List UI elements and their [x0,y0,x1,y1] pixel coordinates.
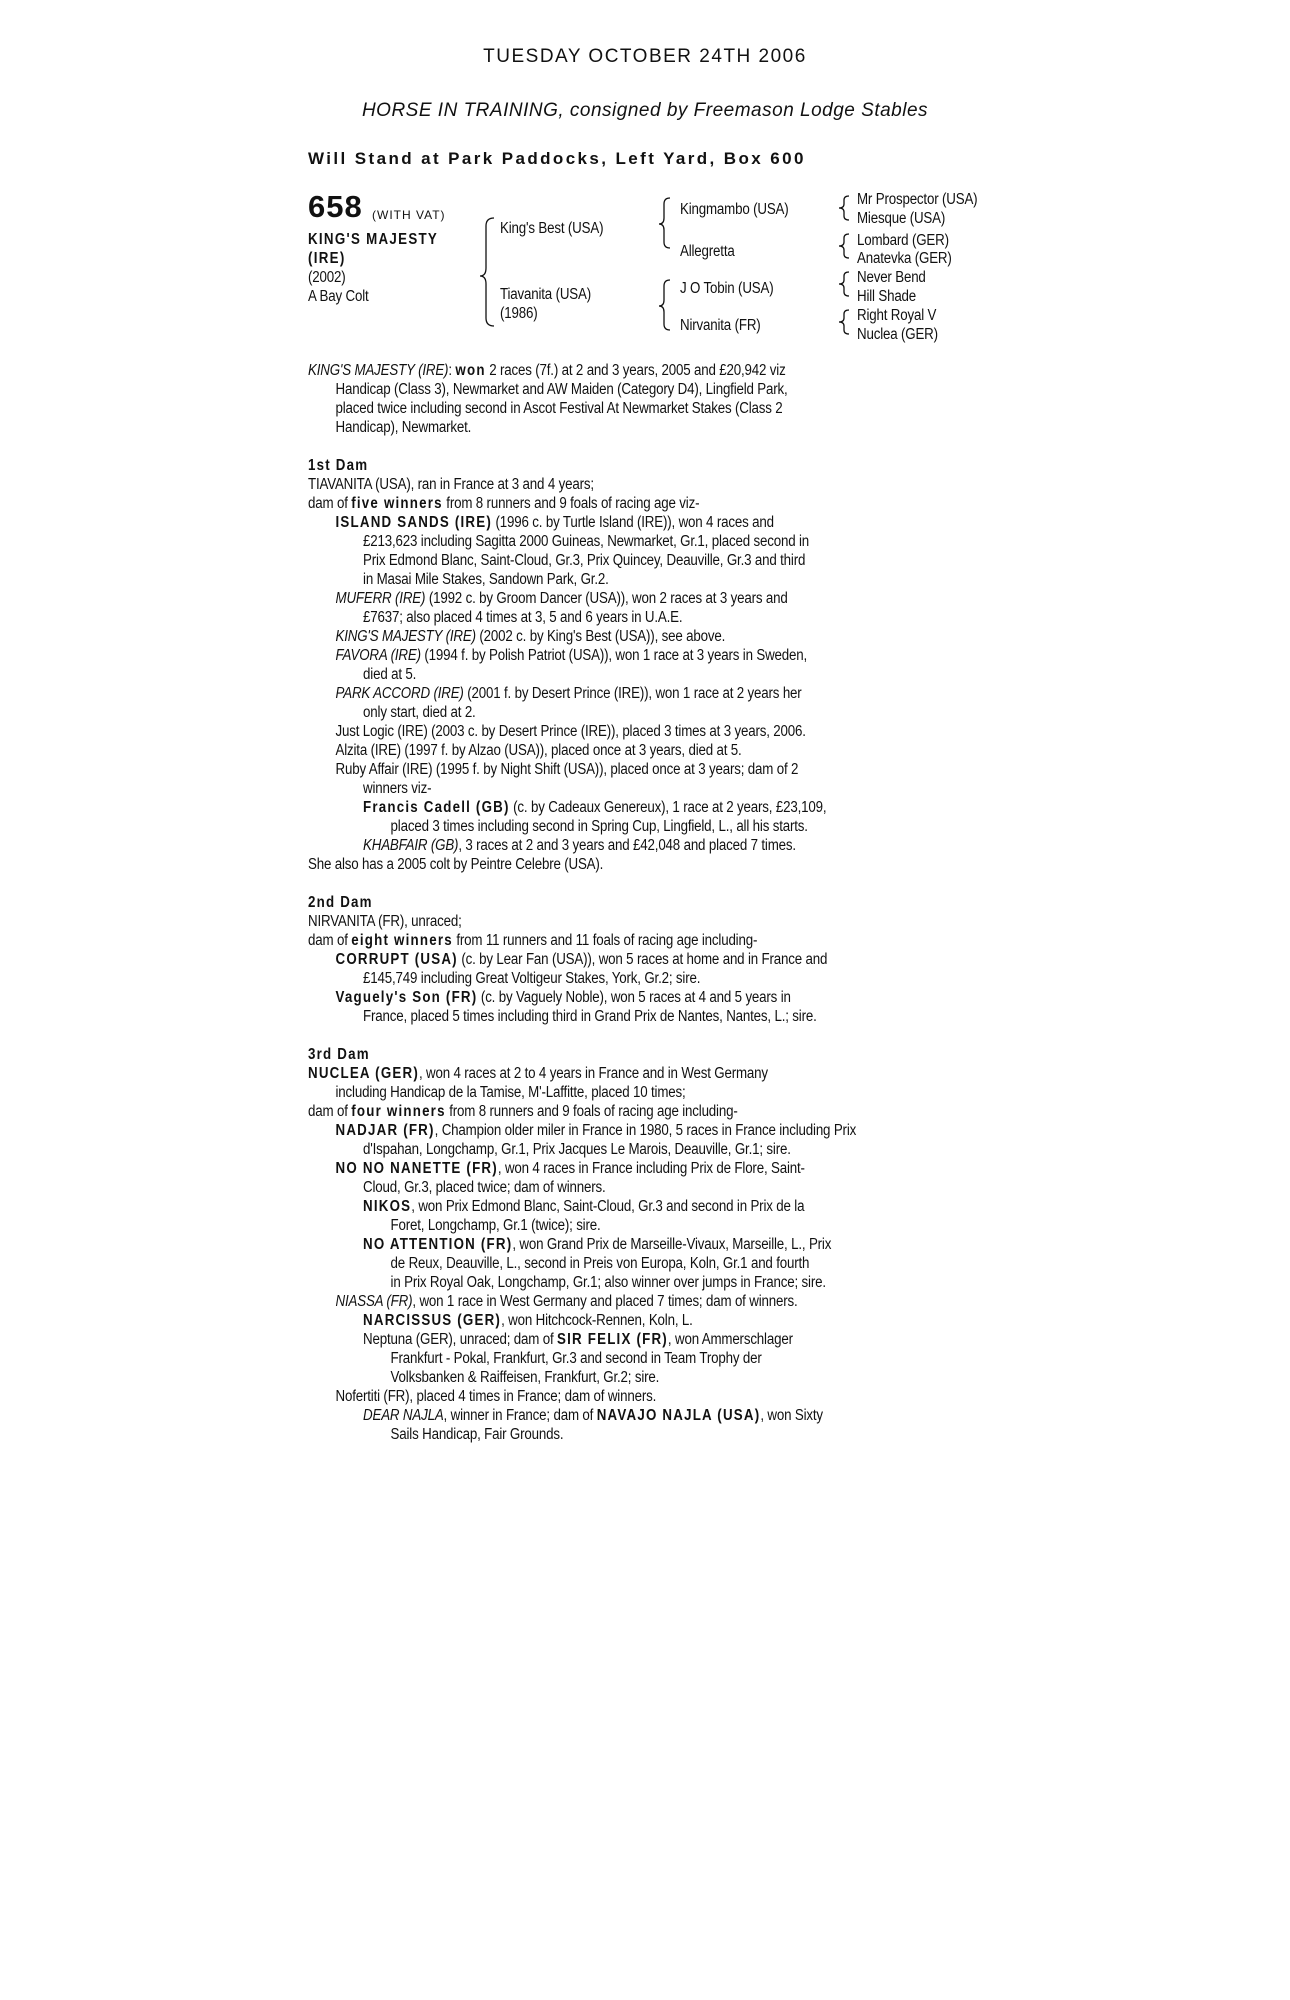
horse-name: KING'S MAJESTY [308,231,439,248]
offspring-line: only start, died at 2. [363,704,476,721]
grand-offspring-line: Foret, Longchamp, Gr.1 (twice); sire. [390,1217,601,1234]
pedigree-dam: Tiavanita (USA) [500,286,592,303]
offspring-line: France, placed 5 times including third in Grand Prix de Nantes, Nantes, L.; sire. [363,1008,817,1025]
pedigree-g3: Lombard (GER) [857,232,949,249]
race-record-line: Handicap), Newmarket. [335,419,472,436]
offspring-entry: NADJAR (FR), Champion older miler in France in 1980, 5 races in France including Prix [335,1122,857,1139]
vat-note: (WITH VAT) [372,208,446,222]
grand-offspring-entry: Neptuna (GER), unraced; dam of SIR FELIX (FR), won Ammerschlager [363,1331,793,1348]
grand-offspring-line: Sails Handicap, Fair Grounds. [390,1426,564,1443]
grand-offspring-line: de Reux, Deauville, L., second in Preis von Europa, Koln, Gr.1 and fourth [390,1255,810,1272]
offspring-line: d'Ispahan, Longchamp, Gr.1, Prix Jacques Le Marois, Deauville, Gr.1; sire. [363,1141,791,1158]
brace-g3 [839,272,849,296]
pedigree-g6: Hill Shade [857,288,917,305]
offspring-line: winners viz- [363,780,432,797]
offspring-entry: Nofertiti (FR), placed 4 times in France; dam of winners. [335,1388,657,1405]
offspring-entry: MUFERR (IRE) (1992 c. by Groom Dancer (USA)), won 2 races at 3 years and [335,590,788,607]
pedigree-sire-dam: Allegretta [680,243,735,260]
race-record: KING'S MAJESTY (IRE): won 2 races (7f.) at 2 and 3 years, 2005 and £20,942 viz [308,362,786,379]
pedigree-g8: Nuclea (GER) [857,326,938,343]
pedigree-g4: Anatevka (GER) [857,250,952,267]
stand-location: Will Stand at Park Paddocks, Left Yard, Box 600 [308,149,806,168]
offspring-entry: NO NO NANETTE (FR), won 4 races in France including Prix de Flore, Saint- [335,1160,805,1177]
brace-dam [659,280,670,330]
third-dam-line: including Handicap de la Tamise, M'-Laffitte, placed 10 times; [335,1084,686,1101]
offspring-entry: FAVORA (IRE) (1994 f. by Polish Patriot (USA)), won 1 race at 3 years in Sweden, [335,647,808,664]
pedigree-g7: Right Royal V [857,307,937,324]
pedigree-g2: Miesque (USA) [857,210,946,227]
offspring-entry: CORRUPT (USA) (c. by Lear Fan (USA)), won 5 races at home and in France and [335,951,828,968]
first-dam-heading: 1st Dam [308,457,369,474]
offspring-line: Prix Edmond Blanc, Saint-Cloud, Gr.3, Prix Quincey, Deauville, Gr.3 and third [363,552,806,569]
pedigree-braces [0,0,1290,360]
grand-offspring-line: Frankfurt - Pokal, Frankfurt, Gr.3 and second in Team Trophy der [390,1350,762,1367]
grand-offspring-entry: Francis Cadell (GB) (c. by Cadeaux Genereux), 1 race at 2 years, £23,109, [363,799,827,816]
grand-offspring-entry: NARCISSUS (GER), won Hitchcock-Rennen, Koln, L. [363,1312,693,1329]
catalogue-body [308,361,1000,1444]
offspring-entry: KING'S MAJESTY (IRE) (2002 c. by King's Best (USA)), see above. [335,628,726,645]
brace-g2 [839,234,849,258]
grand-offspring-line: placed 3 times including second in Spring Cup, Lingfield, L., all his starts. [390,818,808,835]
brace-g1 [839,196,849,220]
horse-description: A Bay Colt [308,288,369,305]
race-record-line: placed twice including second in Ascot Festival At Newmarket Stakes (Class 2 [335,400,783,417]
offspring-line: £213,623 including Sagitta 2000 Guineas, Newmarket, Gr.1, placed second in [363,533,810,550]
offspring-entry: Ruby Affair (IRE) (1995 f. by Night Shift (USA)), placed once at 3 years; dam of 2 [335,761,799,778]
pedigree-sire-sire: Kingmambo (USA) [680,201,789,218]
pedigree-g5: Never Bend [857,269,926,286]
pedigree-dam-sire: J O Tobin (USA) [680,280,774,297]
brace-sire [659,198,670,248]
lot-number: 658 [308,189,363,224]
first-dam-line: TIAVANITA (USA), ran in France at 3 and 4 years; [308,476,594,493]
third-dam-line: dam of four winners from 8 runners and 9 foals of racing age including- [308,1103,738,1120]
brace-g4 [839,310,849,334]
offspring-line: died at 5. [363,666,417,683]
offspring-entry: Alzita (IRE) (1997 f. by Alzao (USA)), placed once at 3 years, died at 5. [335,742,742,759]
offspring-entry: NIASSA (FR), won 1 race in West Germany and placed 7 times; dam of winners. [335,1293,798,1310]
horse-year: (2002) [308,269,346,286]
grand-offspring-entry: KHABFAIR (GB), 3 races at 2 and 3 years and £42,048 and placed 7 times. [363,837,796,854]
pedigree-dam-year: (1986) [500,305,538,322]
second-dam-heading: 2nd Dam [308,894,373,911]
third-dam-line: NUCLEA (GER), won 4 races at 2 to 4 years in France and in West Germany [308,1065,768,1082]
offspring-line: £7637; also placed 4 times at 3, 5 and 6 years in U.A.E. [363,609,683,626]
pedigree-g1: Mr Prospector (USA) [857,191,978,208]
horse-origin: (IRE) [308,250,346,267]
second-dam-line: NIRVANITA (FR), unraced; [308,913,462,930]
offspring-entry: Just Logic (IRE) (2003 c. by Desert Prince (IRE)), placed 3 times at 3 years, 2006. [335,723,806,740]
third-dam-heading: 3rd Dam [308,1046,370,1063]
offspring-entry: ISLAND SANDS (IRE) (1996 c. by Turtle Island (IRE)), won 4 races and [335,514,774,531]
first-dam-line: dam of five winners from 8 runners and 9 foals of racing age viz- [308,495,700,512]
brace-main [480,218,494,326]
second-dam-line: dam of eight winners from 11 runners and 11 foals of racing age including- [308,932,758,949]
offspring-line: Cloud, Gr.3, placed twice; dam of winners. [363,1179,606,1196]
race-record-line: Handicap (Class 3), Newmarket and AW Maiden (Category D4), Lingfield Park, [335,381,788,398]
sale-date: TUESDAY OCTOBER 24TH 2006 [483,46,807,67]
grand-offspring-entry: DEAR NAJLA, winner in France; dam of NAVAJO NAJLA (USA), won Sixty [363,1407,823,1424]
first-dam-note: She also has a 2005 colt by Peintre Celebre (USA). [308,856,604,873]
pedigree-sire: King's Best (USA) [500,220,604,237]
offspring-line: in Masai Mile Stakes, Sandown Park, Gr.2. [363,571,609,588]
consignment-line: HORSE IN TRAINING, consigned by Freemason Lodge Stables [361,100,929,121]
grand-offspring-entry: NIKOS, won Prix Edmond Blanc, Saint-Cloud, Gr.3 and second in Prix de la [363,1198,805,1215]
grand-offspring-line: in Prix Royal Oak, Longchamp, Gr.1; also winner over jumps in France; sire. [390,1274,826,1291]
grand-offspring-entry: NO ATTENTION (FR), won Grand Prix de Marseille-Vivaux, Marseille, L., Prix [363,1236,832,1253]
offspring-line: £145,749 including Great Voltigeur Stakes, York, Gr.2; sire. [363,970,701,987]
offspring-entry: PARK ACCORD (IRE) (2001 f. by Desert Prince (IRE)), won 1 race at 2 years her [335,685,802,702]
pedigree-dam-dam: Nirvanita (FR) [680,317,761,334]
grand-offspring-line: Volksbanken & Raiffeisen, Frankfurt, Gr.2; sire. [390,1369,660,1386]
offspring-entry: Vaguely's Son (FR) (c. by Vaguely Noble), won 5 races at 4 and 5 years in [335,989,791,1006]
